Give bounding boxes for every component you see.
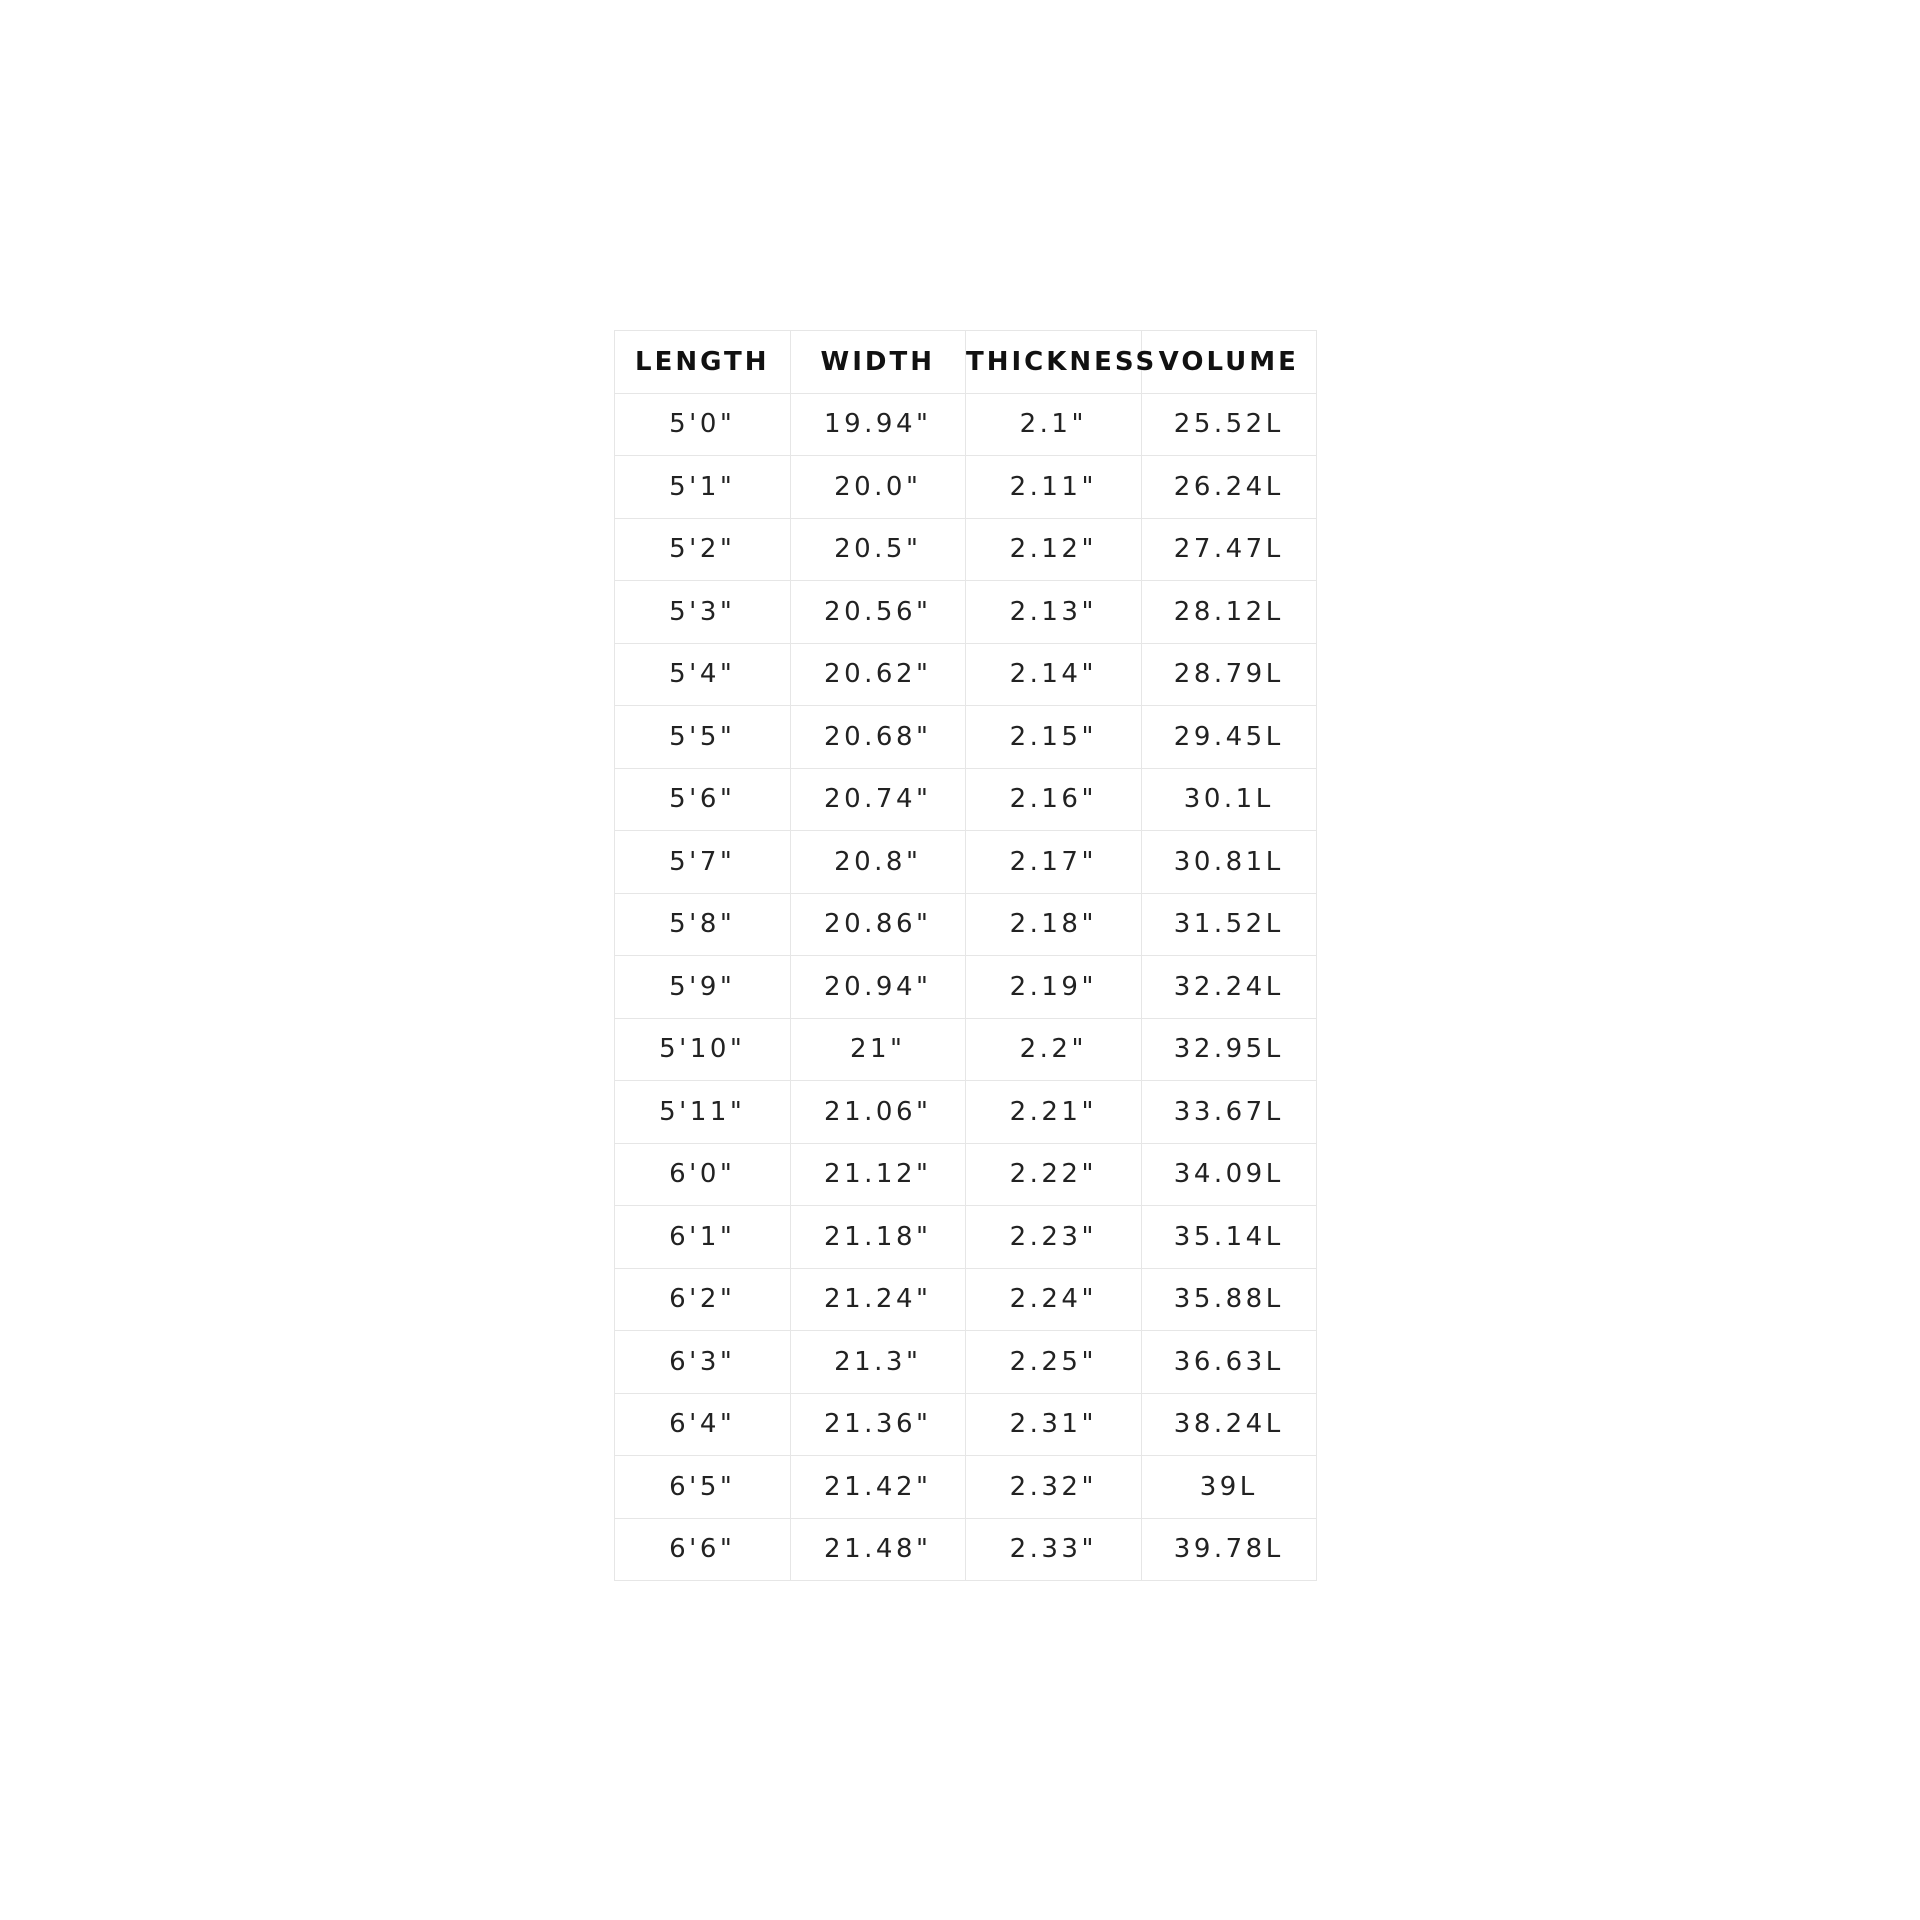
cell-width: 20.94" xyxy=(790,956,966,1019)
table-row xyxy=(615,893,1317,956)
cell-thickness: 2.2" xyxy=(966,1018,1142,1081)
cell-thickness: 2.21" xyxy=(966,1081,1142,1144)
table-row xyxy=(615,643,1317,706)
cell-volume: 32.24L xyxy=(1141,956,1317,1019)
cell-length: 5'10" xyxy=(615,1018,791,1081)
cell-thickness: 2.17" xyxy=(966,831,1142,894)
cell-length: 5'3" xyxy=(615,581,791,644)
cell-volume: 31.52L xyxy=(1141,893,1317,956)
cell-length: 6'2" xyxy=(615,1268,791,1331)
cell-thickness: 2.11" xyxy=(966,456,1142,519)
table-row xyxy=(615,956,1317,1019)
cell-length: 6'1" xyxy=(615,1206,791,1269)
cell-thickness: 2.31" xyxy=(966,1393,1142,1456)
cell-volume: 25.52L xyxy=(1141,393,1317,456)
cell-length: 5'8" xyxy=(615,893,791,956)
cell-thickness: 2.32" xyxy=(966,1456,1142,1519)
cell-length: 5'7" xyxy=(615,831,791,894)
cell-width: 20.86" xyxy=(790,893,966,956)
table-row xyxy=(615,1268,1317,1331)
cell-thickness: 2.23" xyxy=(966,1206,1142,1269)
table-row xyxy=(615,393,1317,456)
cell-volume: 32.95L xyxy=(1141,1018,1317,1081)
table-row xyxy=(615,581,1317,644)
cell-volume: 28.12L xyxy=(1141,581,1317,644)
cell-volume: 35.88L xyxy=(1141,1268,1317,1331)
cell-width: 20.74" xyxy=(790,768,966,831)
cell-thickness: 2.33" xyxy=(966,1518,1142,1581)
cell-length: 6'4" xyxy=(615,1393,791,1456)
cell-volume: 36.63L xyxy=(1141,1331,1317,1394)
cell-width: 20.62" xyxy=(790,643,966,706)
table-row xyxy=(615,1393,1317,1456)
cell-length: 5'5" xyxy=(615,706,791,769)
cell-volume: 30.81L xyxy=(1141,831,1317,894)
cell-length: 5'9" xyxy=(615,956,791,1019)
cell-length: 5'1" xyxy=(615,456,791,519)
table-row xyxy=(615,768,1317,831)
cell-width: 21.06" xyxy=(790,1081,966,1144)
cell-width: 21.36" xyxy=(790,1393,966,1456)
header-thickness: THICKNESS xyxy=(966,331,1142,394)
cell-thickness: 2.19" xyxy=(966,956,1142,1019)
cell-thickness: 2.22" xyxy=(966,1143,1142,1206)
header-row xyxy=(615,331,1317,394)
cell-length: 6'0" xyxy=(615,1143,791,1206)
table-row xyxy=(615,1518,1317,1581)
header-volume: VOLUME xyxy=(1141,331,1317,394)
cell-width: 20.5" xyxy=(790,518,966,581)
cell-volume: 28.79L xyxy=(1141,643,1317,706)
cell-volume: 27.47L xyxy=(1141,518,1317,581)
header-length: LENGTH xyxy=(615,331,791,394)
cell-length: 5'4" xyxy=(615,643,791,706)
cell-volume: 35.14L xyxy=(1141,1206,1317,1269)
table-row xyxy=(615,1331,1317,1394)
cell-width: 21.12" xyxy=(790,1143,966,1206)
cell-width: 20.56" xyxy=(790,581,966,644)
table-row xyxy=(615,456,1317,519)
cell-thickness: 2.25" xyxy=(966,1331,1142,1394)
table-row xyxy=(615,1018,1317,1081)
cell-thickness: 2.18" xyxy=(966,893,1142,956)
cell-length: 6'5" xyxy=(615,1456,791,1519)
cell-thickness: 2.24" xyxy=(966,1268,1142,1331)
table-row xyxy=(615,1206,1317,1269)
cell-length: 5'6" xyxy=(615,768,791,831)
cell-width: 21.42" xyxy=(790,1456,966,1519)
cell-width: 20.0" xyxy=(790,456,966,519)
table-row xyxy=(615,831,1317,894)
table-row xyxy=(615,1456,1317,1519)
cell-thickness: 2.14" xyxy=(966,643,1142,706)
cell-thickness: 2.12" xyxy=(966,518,1142,581)
cell-volume: 33.67L xyxy=(1141,1081,1317,1144)
table-row xyxy=(615,518,1317,581)
cell-width: 19.94" xyxy=(790,393,966,456)
cell-width: 21.48" xyxy=(790,1518,966,1581)
cell-length: 5'11" xyxy=(615,1081,791,1144)
cell-width: 21.24" xyxy=(790,1268,966,1331)
cell-volume: 26.24L xyxy=(1141,456,1317,519)
table-row xyxy=(615,1081,1317,1144)
cell-length: 5'2" xyxy=(615,518,791,581)
cell-length: 6'6" xyxy=(615,1518,791,1581)
table-header xyxy=(615,331,1317,394)
cell-width: 21.18" xyxy=(790,1206,966,1269)
cell-volume: 39L xyxy=(1141,1456,1317,1519)
cell-volume: 29.45L xyxy=(1141,706,1317,769)
cell-thickness: 2.13" xyxy=(966,581,1142,644)
cell-length: 6'3" xyxy=(615,1331,791,1394)
cell-thickness: 2.15" xyxy=(966,706,1142,769)
cell-width: 21" xyxy=(790,1018,966,1081)
cell-width: 20.8" xyxy=(790,831,966,894)
cell-volume: 38.24L xyxy=(1141,1393,1317,1456)
cell-volume: 39.78L xyxy=(1141,1518,1317,1581)
size-chart-table xyxy=(614,330,1317,1581)
cell-volume: 30.1L xyxy=(1141,768,1317,831)
table-row xyxy=(615,706,1317,769)
cell-width: 21.3" xyxy=(790,1331,966,1394)
table-body xyxy=(615,393,1317,1581)
table-row xyxy=(615,1143,1317,1206)
cell-thickness: 2.1" xyxy=(966,393,1142,456)
header-width: WIDTH xyxy=(790,331,966,394)
cell-volume: 34.09L xyxy=(1141,1143,1317,1206)
cell-thickness: 2.16" xyxy=(966,768,1142,831)
cell-length: 5'0" xyxy=(615,393,791,456)
cell-width: 20.68" xyxy=(790,706,966,769)
